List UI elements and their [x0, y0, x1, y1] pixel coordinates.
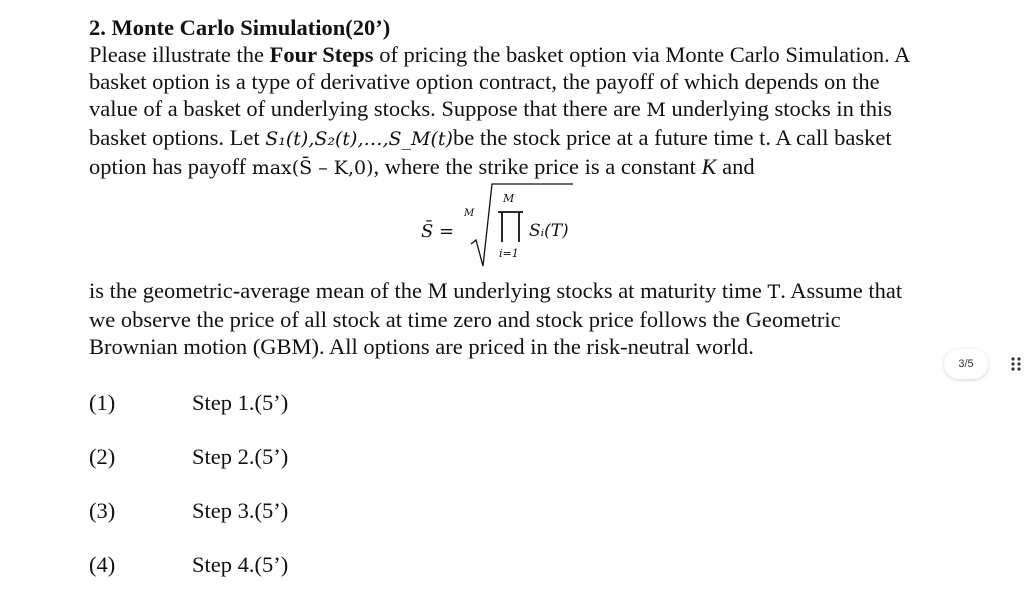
- step-number: (3): [89, 498, 116, 523]
- question-paragraph-2: is the geometric-average mean of the M underlying stocks at maturity time T. Assume that we observe the price of all stock at time zero and stock price follows the Geometric Brownian motion (GBM). All options are priced in the risk-neutral world.: [89, 278, 903, 359]
- step-label: Step 3.(5’): [192, 498, 289, 523]
- m-symbol: M: [646, 99, 666, 121]
- formula-lhs: S̄ =: [421, 221, 455, 242]
- k-symbol: K: [701, 154, 717, 179]
- step-label: Step 4.(5’): [192, 552, 289, 577]
- t-symbol: T: [767, 281, 781, 303]
- question-heading: 2. Monte Carlo Simulation(20’): [89, 15, 391, 40]
- grid-dots-icon[interactable]: [1010, 356, 1022, 372]
- geometric-mean-formula: [89, 182, 929, 277]
- product-term: Sᵢ(T): [529, 221, 569, 241]
- page-indicator[interactable]: 3/5: [944, 349, 988, 379]
- step-label: Step 1.(5’): [192, 390, 289, 415]
- step-number: (1): [89, 390, 116, 415]
- product-symbol: [498, 212, 523, 242]
- product-upper-limit: M: [503, 192, 515, 205]
- emphasis-four-steps: Four Steps: [269, 42, 374, 67]
- product-lower-limit: i=1: [499, 247, 519, 260]
- payoff-expression: max(S̄ – K,0): [251, 157, 374, 179]
- step-label: Step 2.(5’): [192, 444, 289, 469]
- root-index: M: [464, 208, 475, 219]
- stock-price-list: S₁(t),S₂(t),…,S_M(t): [265, 128, 453, 150]
- question-body: [89, 14, 929, 360]
- step-number: (2): [89, 444, 116, 469]
- step-number: (4): [89, 552, 116, 577]
- question-intro: Please illustrate the Four Steps of pricing the basket option via Monte Carlo Simulation. A basket option is a type of derivative option contract, the payoff of which depends on the value of a basket of underlying stocks. Suppose that there are M underlying stocks in this basket options. Let S₁(t),S₂(t),…,S_M(t)be the stock price at a future time t. A call basket option has payoff max(S̄ – K,0), where the strike price is a constant K and: [89, 42, 910, 179]
